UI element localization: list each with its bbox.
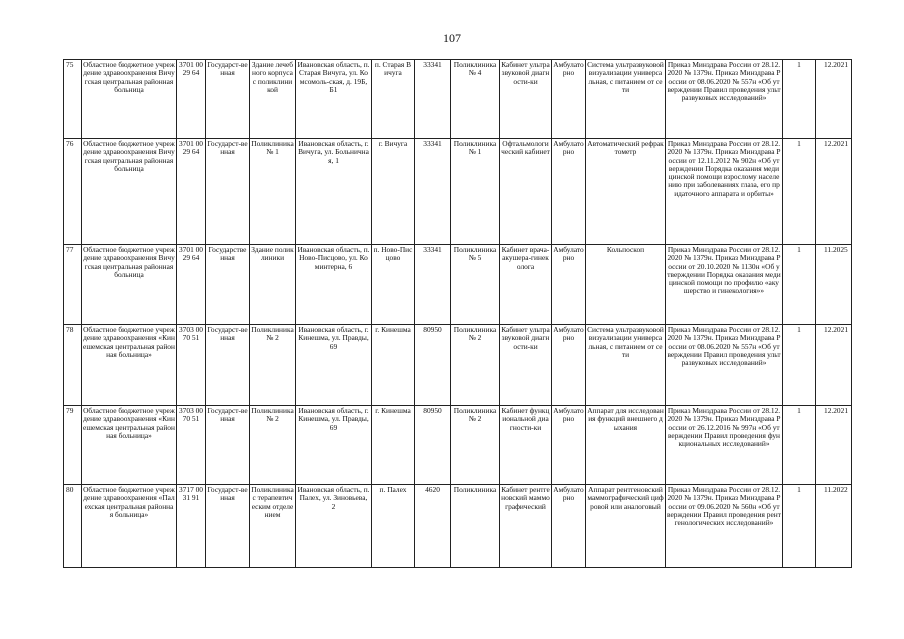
building-name: Поликлиника № 2 xyxy=(250,325,296,406)
oktmo-code: 33341 xyxy=(415,139,451,245)
building-address: Ивановская область, г. Кинешма, ул. Правды, 69 xyxy=(296,406,372,485)
row-number: 79 xyxy=(64,406,82,485)
unit-name: Поликлиника № 1 xyxy=(451,139,500,245)
oktmo-code: 4620 xyxy=(415,485,451,568)
building-address: Ивановская область, п. Старая Вичуга, ул. Комсомоль-ская, д. 19Б, Б1 xyxy=(296,60,372,139)
equipment-name: Автоматический рефрактометр xyxy=(586,139,666,245)
row-number: 80 xyxy=(64,485,82,568)
locality: г. Кинешма xyxy=(372,406,415,485)
institution-code: 3701 0029 64 xyxy=(177,245,206,325)
oktmo-code: 33341 xyxy=(415,245,451,325)
ownership-form: Государст-венная xyxy=(206,406,250,485)
room-name: Кабинет ультразвуковой диагности-ки xyxy=(500,60,552,139)
care-type: Амбулаторно xyxy=(552,139,586,245)
unit-name: Поликлиника № 5 xyxy=(451,245,500,325)
locality: п. Палех xyxy=(372,485,415,568)
unit-name: Поликлиника xyxy=(451,485,500,568)
equipment-registry-table xyxy=(63,59,852,568)
oktmo-code: 80950 xyxy=(415,406,451,485)
table-row xyxy=(64,406,852,485)
page-number: 107 xyxy=(443,31,461,45)
delivery-date: 12.2021 xyxy=(816,325,852,406)
building-address: Ивановская область, г. Вичуга, ул. Больничная, 1 xyxy=(296,139,372,245)
room-name: Кабинет ультразвуковой диагности-ки xyxy=(500,325,552,406)
table-row xyxy=(64,245,852,325)
building-name: Здание лечебного корпуса с поликлиникой xyxy=(250,60,296,139)
room-name: Кабинет врача-акушера-гинеколога xyxy=(500,245,552,325)
table-row xyxy=(64,325,852,406)
institution-code: 3703 0070 51 xyxy=(177,325,206,406)
quantity: 1 xyxy=(783,325,816,406)
row-number: 76 xyxy=(64,139,82,245)
locality: г. Вичуга xyxy=(372,139,415,245)
oktmo-code: 33341 xyxy=(415,60,451,139)
institution-name: Областное бюджетное учреждение здравоохранения «Кинешемская центральная районная больница» xyxy=(82,325,177,406)
equipment-name: Аппарат рентгеновский маммографический цифровой или аналоговый xyxy=(586,485,666,568)
ownership-form: Государст-венная xyxy=(206,60,250,139)
building-name: Здание поликлиники xyxy=(250,245,296,325)
room-name: Кабинет рентгеновский маммографический xyxy=(500,485,552,568)
quantity: 1 xyxy=(783,245,816,325)
building-name: Поликлиника № 2 xyxy=(250,406,296,485)
equipment-name: Кольпоскоп xyxy=(586,245,666,325)
care-type: Амбулаторно xyxy=(552,325,586,406)
unit-name: Поликлиника № 4 xyxy=(451,60,500,139)
room-name: Кабинет функциональной диагности-ки xyxy=(500,406,552,485)
locality: п. Старая Вичуга xyxy=(372,60,415,139)
ownership-form: Государст-венная xyxy=(206,325,250,406)
building-address: Ивановская область, г. Кинешма, ул. Правды, 69 xyxy=(296,325,372,406)
quantity: 1 xyxy=(783,485,816,568)
regulatory-order: Приказ Минздрава России от 28.12.2020 № 1379н. Приказ Минздрава России от 20.10.2020 № 1130н «Об утверждении Порядка оказания медицинской помощи по профилю «акушерство и гинекология»» xyxy=(666,245,783,325)
delivery-date: 12.2021 xyxy=(816,60,852,139)
care-type: Амбулаторно xyxy=(552,485,586,568)
regulatory-order: Приказ Минздрава России от 28.12.2020 № 1379н. Приказ Минздрава России от 26.12.2016 № 997н «Об утверждении Правил проведения функциональных исследований» xyxy=(666,406,783,485)
regulatory-order: Приказ Минздрава России от 28.12.2020 № 1379н. Приказ Минздрава России от 12.11.2012 № 902н «Об утверждении Порядка оказания медицинской помощи взрослому населению при заболеваниях глаза, его придаточного аппарата и орбиты» xyxy=(666,139,783,245)
regulatory-order: Приказ Минздрава России от 28.12.2020 № 1379н. Приказ Минздрава России от 08.06.2020 № 557н «Об утверждении Правил проведения ультразвуковых исследований» xyxy=(666,60,783,139)
care-type: Амбулаторно xyxy=(552,245,586,325)
building-address: Ивановская область, п. Ново-Писцово, ул. Коминтерна, 6 xyxy=(296,245,372,325)
unit-name: Поликлиника № 2 xyxy=(451,325,500,406)
institution-name: Областное бюджетное учреждение здравоохранения Вичугская центральная районная больница xyxy=(82,139,177,245)
institution-code: 3703 0070 51 xyxy=(177,406,206,485)
care-type: Амбулаторно xyxy=(552,406,586,485)
row-number: 75 xyxy=(64,60,82,139)
institution-code: 3701 0029 64 xyxy=(177,139,206,245)
building-address: Ивановская область, п. Палех, ул. Зиновьева, 2 xyxy=(296,485,372,568)
ownership-form: Государственная xyxy=(206,245,250,325)
equipment-name: Система ультразвуковой визуализации универсальная, с питанием от сети xyxy=(586,325,666,406)
quantity: 1 xyxy=(783,406,816,485)
institution-name: Областное бюджетное учреждение здравоохранения «Палехская центральная районная больница» xyxy=(82,485,177,568)
equipment-name: Система ультразвуковой визуализации универсальная, с питанием от сети xyxy=(586,60,666,139)
oktmo-code: 80950 xyxy=(415,325,451,406)
table-row xyxy=(64,60,852,139)
institution-name: Областное бюджетное учреждение здравоохранения «Кинешемская центральная районная больница» xyxy=(82,406,177,485)
regulatory-order: Приказ Минздрава России от 28.12.2020 № 1379н. Приказ Минздрава России от 09.06.2020 № 560н «Об утверждении Правил проведения рентгенологических исследований» xyxy=(666,485,783,568)
institution-name: Областное бюджетное учреждение здравоохранения Вичугская центральная районная больница xyxy=(82,245,177,325)
delivery-date: 12.2021 xyxy=(816,139,852,245)
institution-name: Областное бюджетное учреждение здравоохранения Вичугская центральная районная больница xyxy=(82,60,177,139)
row-number: 77 xyxy=(64,245,82,325)
unit-name: Поликлиника № 2 xyxy=(451,406,500,485)
building-name: Поликлиника с терапевтическим отделением xyxy=(250,485,296,568)
row-number: 78 xyxy=(64,325,82,406)
regulatory-order: Приказ Минздрава России от 28.12.2020 № 1379н. Приказ Минздрава России от 08.06.2020 № 557н «Об утверждении Правил проведения ультразвуковых исследований» xyxy=(666,325,783,406)
table-row xyxy=(64,485,852,568)
institution-code: 3701 0029 64 xyxy=(177,60,206,139)
care-type: Амбулаторно xyxy=(552,60,586,139)
locality: г. Кинешма xyxy=(372,325,415,406)
delivery-date: 11.2022 xyxy=(816,485,852,568)
delivery-date: 11.2025 xyxy=(816,245,852,325)
locality: п. Ново-Писцово xyxy=(372,245,415,325)
ownership-form: Государст-венная xyxy=(206,485,250,568)
quantity: 1 xyxy=(783,139,816,245)
equipment-name: Аппарат для исследования функций внешнего дыхания xyxy=(586,406,666,485)
room-name: Офтальмологический кабинет xyxy=(500,139,552,245)
ownership-form: Государст-венная xyxy=(206,139,250,245)
table-row xyxy=(64,139,852,245)
delivery-date: 12.2021 xyxy=(816,406,852,485)
quantity: 1 xyxy=(783,60,816,139)
institution-code: 3717 0031 91 xyxy=(177,485,206,568)
building-name: Поликлиника № 1 xyxy=(250,139,296,245)
